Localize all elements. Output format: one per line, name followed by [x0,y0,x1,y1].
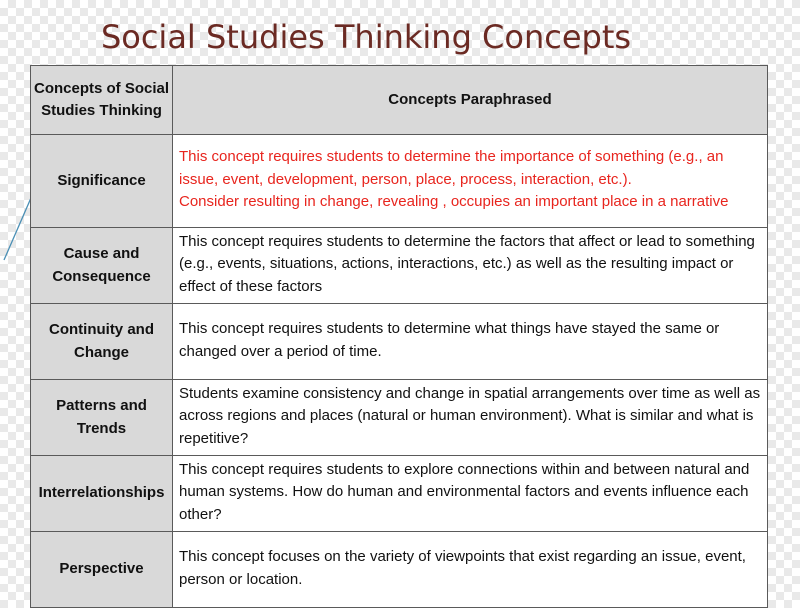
table-row [31,380,768,456]
table-row [31,304,768,380]
header-concepts: Concepts of Social Studies Thinking [31,66,173,135]
description-text: This concept requires students to determine the importance of something (e.g., an issue, event, development, person, place, process, interaction, etc.). [179,148,724,188]
table-row [31,456,768,532]
concept-description: This concept requires students to explore connections within and between natural and human systems. How do human and environmental factors and events influence each other? [173,456,768,532]
concept-description: This concept requires students to determine the factors that affect or lead to something (e.g., events, situations, actions, interactions, etc.) as well as the resulting impact or effect of these factors [173,228,768,304]
table-row [31,135,768,228]
concept-description: This concept requires students to determine what things have stayed the same or changed over a period of time. [173,304,768,380]
table-row [31,228,768,304]
concept-cause-consequence: Cause and Consequence [31,228,173,304]
concept-description: Students examine consistency and change in spatial arrangements over time as well as across regions and places (natural or human environment). What is similar and what is repetitive? [173,380,768,456]
concept-description [173,135,768,228]
header-paraphrased: Concepts Paraphrased [173,66,768,135]
table-row [31,532,768,608]
concept-continuity-change: Continuity and Change [31,304,173,380]
concept-patterns-trends: Patterns and Trends [31,380,173,456]
concept-interrelationships: Interrelationships [31,456,173,532]
description-note: Consider resulting in change, revealing , occupies an important place in a narrative [179,193,729,211]
concepts-table [30,65,768,608]
concept-description: This concept focuses on the variety of viewpoints that exist regarding an issue, event, person or location. [173,532,768,608]
concept-perspective: Perspective [31,532,173,608]
concept-significance: Significance [31,135,173,228]
table-header-row [31,66,768,135]
page-title: Social Studies Thinking Concepts [100,18,632,56]
